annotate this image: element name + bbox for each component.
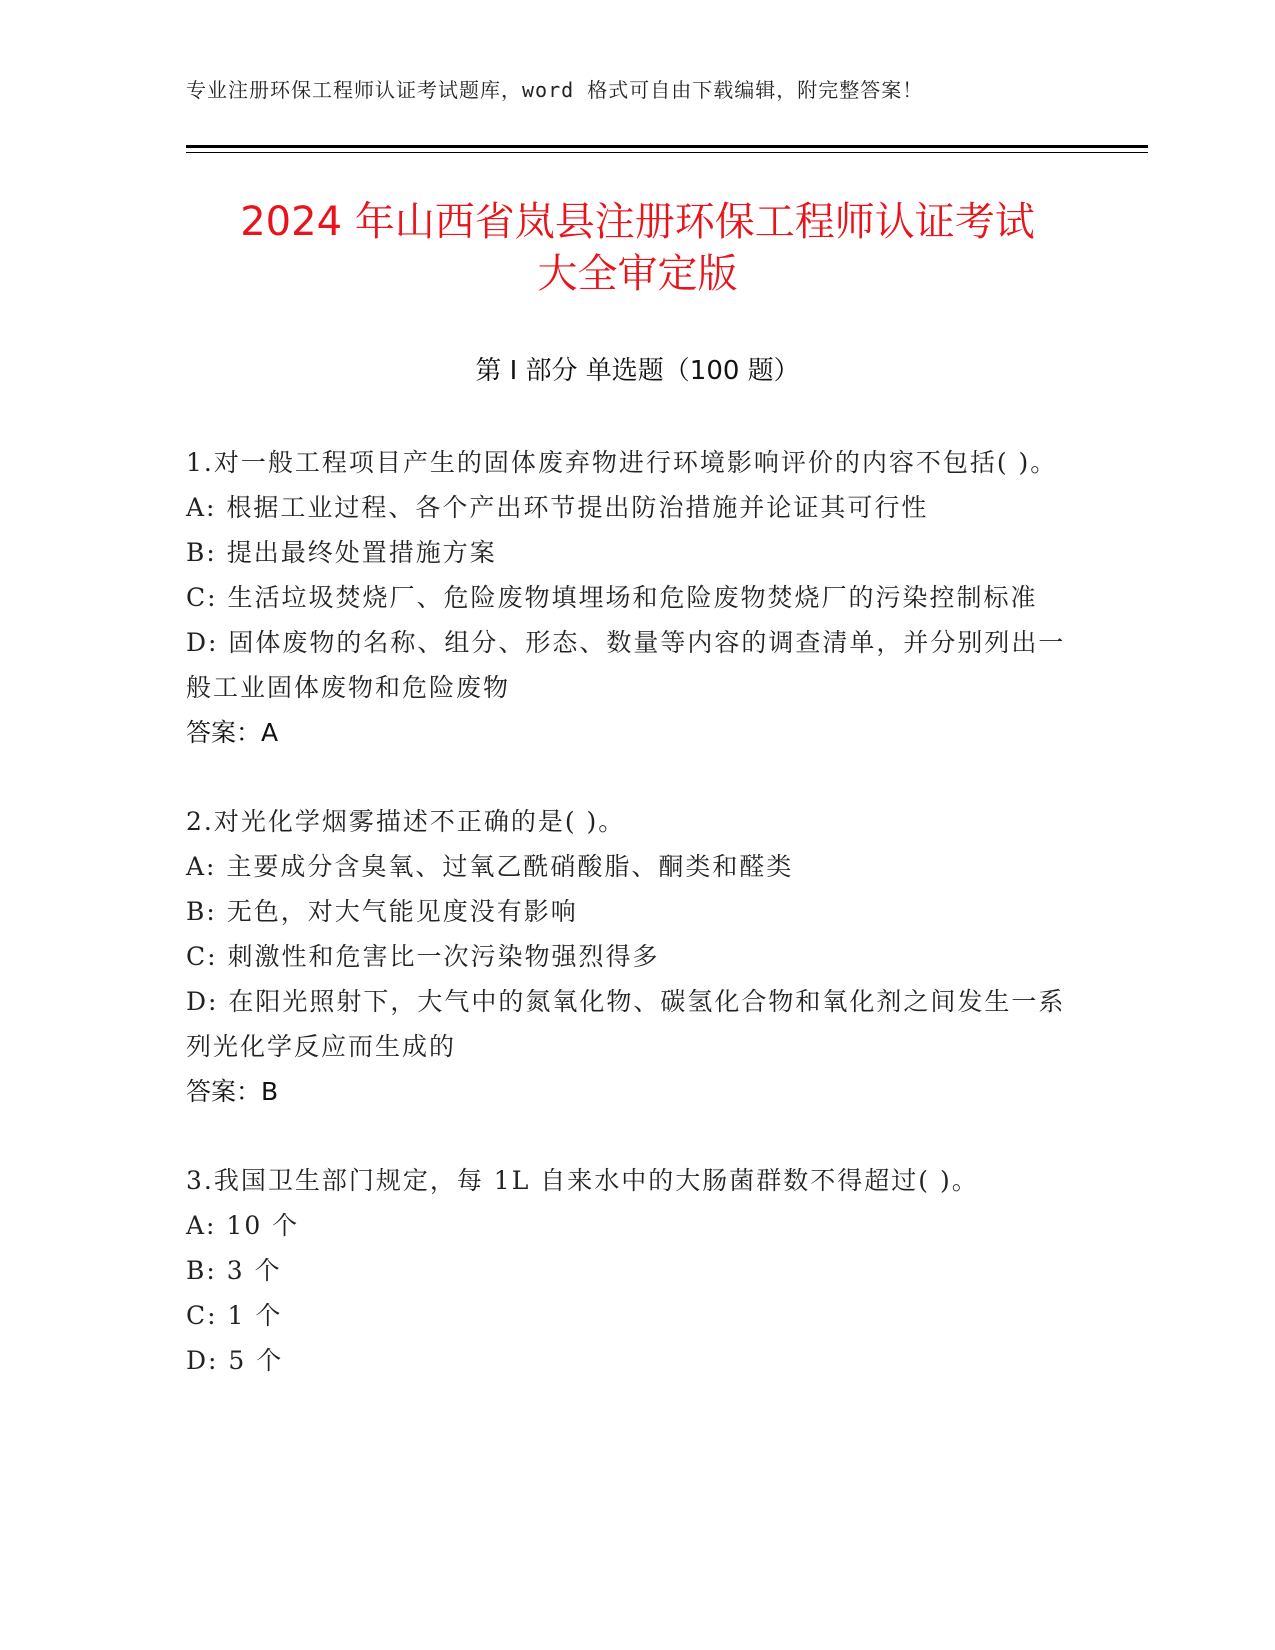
option-c: C: 1 个 bbox=[186, 1301, 283, 1330]
header-rule-thin bbox=[186, 152, 1148, 153]
header-rule-thick bbox=[186, 145, 1148, 148]
option-b: B: 3 个 bbox=[186, 1256, 282, 1285]
document-title-line-2: 大全审定版 bbox=[537, 251, 738, 297]
answer: 答案：B bbox=[186, 1077, 279, 1106]
question-list bbox=[186, 440, 1076, 1427]
document-title bbox=[150, 196, 1125, 300]
option-d: D: 5 个 bbox=[186, 1346, 284, 1375]
section-title: 第 I 部分 单选题（100 题） bbox=[475, 356, 800, 386]
option-a: A: 主要成分含臭氧、过氧乙酰硝酸脂、酮类和醛类 bbox=[186, 852, 794, 881]
answer: 答案：A bbox=[186, 718, 279, 747]
question-stem: 3.我国卫生部门规定，每 1L 自来水中的大肠菌群数不得超过( )。 bbox=[186, 1166, 979, 1195]
option-d: D: 固体废物的名称、组分、形态、数量等内容的调查清单，并分别列出一般工业固体废物和危险废物 bbox=[186, 628, 1066, 702]
option-b: B: 提出最终处置措施方案 bbox=[186, 538, 497, 567]
question-1 bbox=[186, 440, 1076, 755]
option-c: C: 生活垃圾焚烧厂、危险废物填埋场和危险废物焚烧厂的污染控制标准 bbox=[186, 583, 1038, 612]
page-header: 专业注册环保工程师认证考试题库，word 格式可自由下载编辑，附完整答案！ bbox=[186, 78, 924, 102]
question-stem: 2.对光化学烟雾描述不正确的是( )。 bbox=[186, 807, 626, 836]
question-stem: 1.对一般工程项目产生的固体废弃物进行环境影响评价的内容不包括( )。 bbox=[186, 448, 1058, 477]
option-a: A: 10 个 bbox=[186, 1211, 300, 1240]
question-2 bbox=[186, 799, 1076, 1114]
document-title-line-1: 2024 年山西省岚县注册环保工程师认证考试 bbox=[240, 199, 1035, 245]
option-b: B: 无色，对大气能见度没有影响 bbox=[186, 897, 578, 926]
option-c: C: 刺激性和危害比一次污染物强烈得多 bbox=[186, 942, 660, 971]
question-3 bbox=[186, 1158, 1076, 1383]
option-d: D: 在阳光照射下，大气中的氮氧化物、碳氢化合物和氧化剂之间发生一系列光化学反应而生成的 bbox=[186, 987, 1066, 1061]
option-a: A: 根据工业过程、各个产出环节提出防治措施并论证其可行性 bbox=[186, 493, 929, 522]
